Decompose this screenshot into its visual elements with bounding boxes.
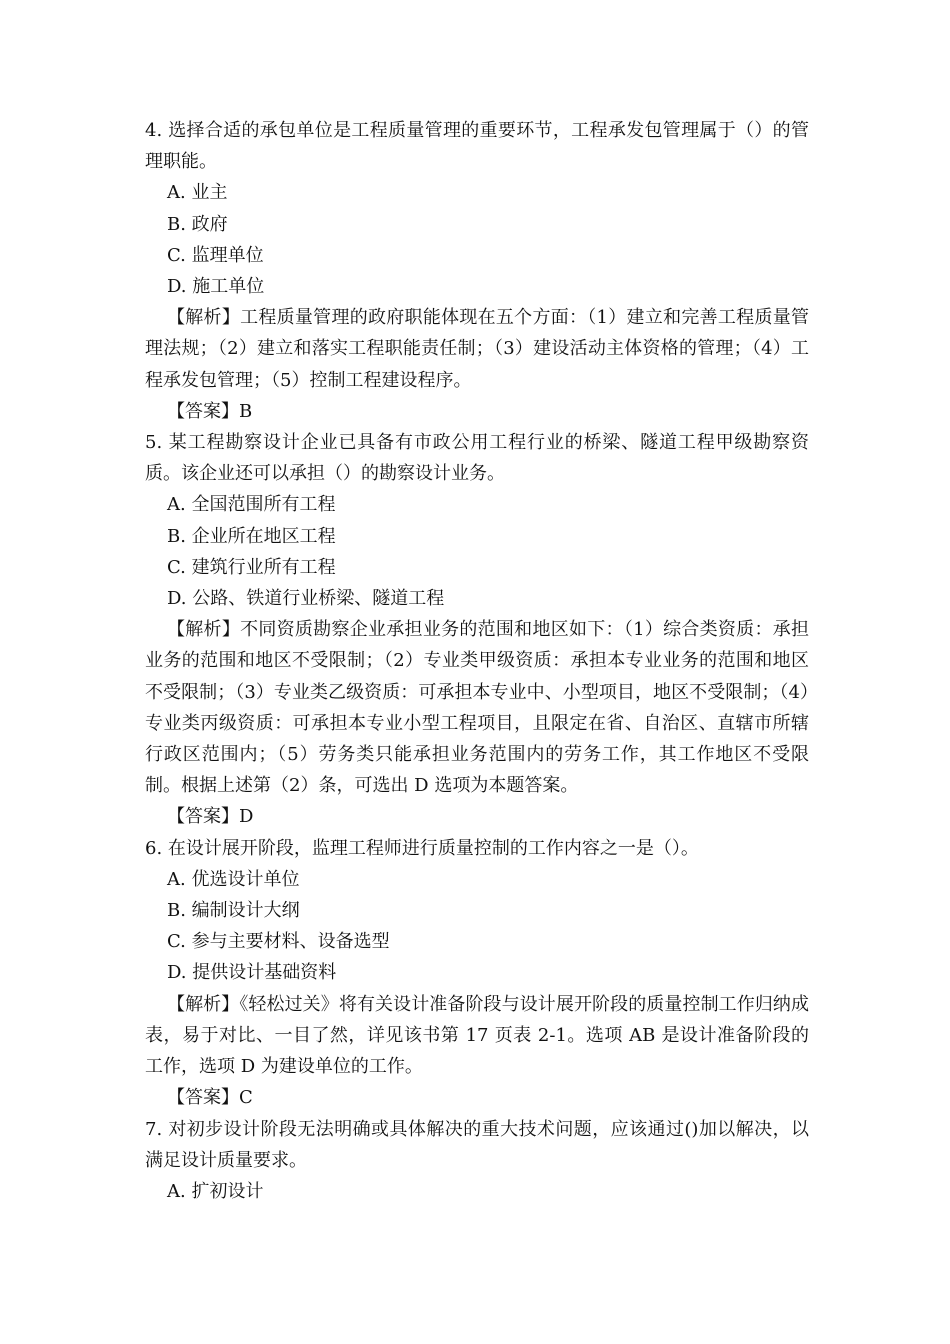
question-stem: 4. 选择合适的承包单位是工程质量管理的重要环节，工程承发包管理属于（）的管理职能。 xyxy=(145,120,809,173)
option-d: D. 提供设计基础资料 xyxy=(167,962,337,984)
option-a: A. 优选设计单位 xyxy=(167,868,300,890)
answer-line: 【答案】D xyxy=(167,806,254,828)
option-c: C. 监理单位 xyxy=(167,244,264,266)
option-a: A. 全国范围所有工程 xyxy=(167,494,336,516)
option-d: D. 施工单位 xyxy=(167,276,265,298)
question-6 xyxy=(145,833,809,1114)
answer-line: 【答案】B xyxy=(167,400,253,422)
question-stem: 6. 在设计展开阶段，监理工程师进行质量控制的工作内容之一是（）。 xyxy=(145,837,699,859)
analysis-paragraph: 【解析】《轻松过关》将有关设计准备阶段与设计展开阶段的质量控制工作归纳成表，易于对比、一目了然，详见该书第 17 页表 2-1。选项 AB 是设计准备阶段的工作，选项 D 为建设单位的工作。 xyxy=(145,993,809,1078)
document-page xyxy=(145,115,809,1207)
option-c: C. 建筑行业所有工程 xyxy=(167,556,336,578)
answer-line: 【答案】C xyxy=(167,1087,253,1109)
option-a: A. 扩初设计 xyxy=(167,1180,264,1202)
question-stem: 7. 对初步设计阶段无法明确或具体解决的重大技术问题，应该通过()加以解决，以满足设计质量要求。 xyxy=(145,1118,809,1171)
option-a: A. 业主 xyxy=(167,182,228,204)
question-stem: 5. 某工程勘察设计企业已具备有市政公用工程行业的桥梁、隧道工程甲级勘察资质。该企业还可以承担（）的勘察设计业务。 xyxy=(145,432,809,485)
question-7 xyxy=(145,1114,809,1208)
question-5 xyxy=(145,427,809,833)
option-b: B. 政府 xyxy=(167,213,228,235)
option-d: D. 公路、铁道行业桥梁、隧道工程 xyxy=(167,588,445,610)
analysis-paragraph: 【解析】不同资质勘察企业承担业务的范围和地区如下：（1）综合类资质：承担业务的范围和地区不受限制；（2）专业类甲级资质：承担本专业业务的范围和地区不受限制；（3）专业类乙级资质：可承担本专业中、小型项目，地区不受限制；（4）专业类丙级资质：可承担本专业小型工程项目，且限定在省、自治区、直辖市所辖行政区范围内；（5）劳务类只能承担业务范围内的劳务工作，其工作地区不受限制。根据上述第（2）条，可选出 D 选项为本题答案。 xyxy=(145,619,809,797)
analysis-paragraph: 【解析】工程质量管理的政府职能体现在五个方面：（1）建立和完善工程质量管理法规；（2）建立和落实工程职能责任制；（3）建设活动主体资格的管理；（4）工程承发包管理；（5）控制工程建设程序。 xyxy=(145,307,809,391)
option-b: B. 企业所在地区工程 xyxy=(167,525,336,547)
option-b: B. 编制设计大纲 xyxy=(167,900,300,922)
question-4 xyxy=(145,115,809,427)
option-c: C. 参与主要材料、设备选型 xyxy=(167,931,390,953)
